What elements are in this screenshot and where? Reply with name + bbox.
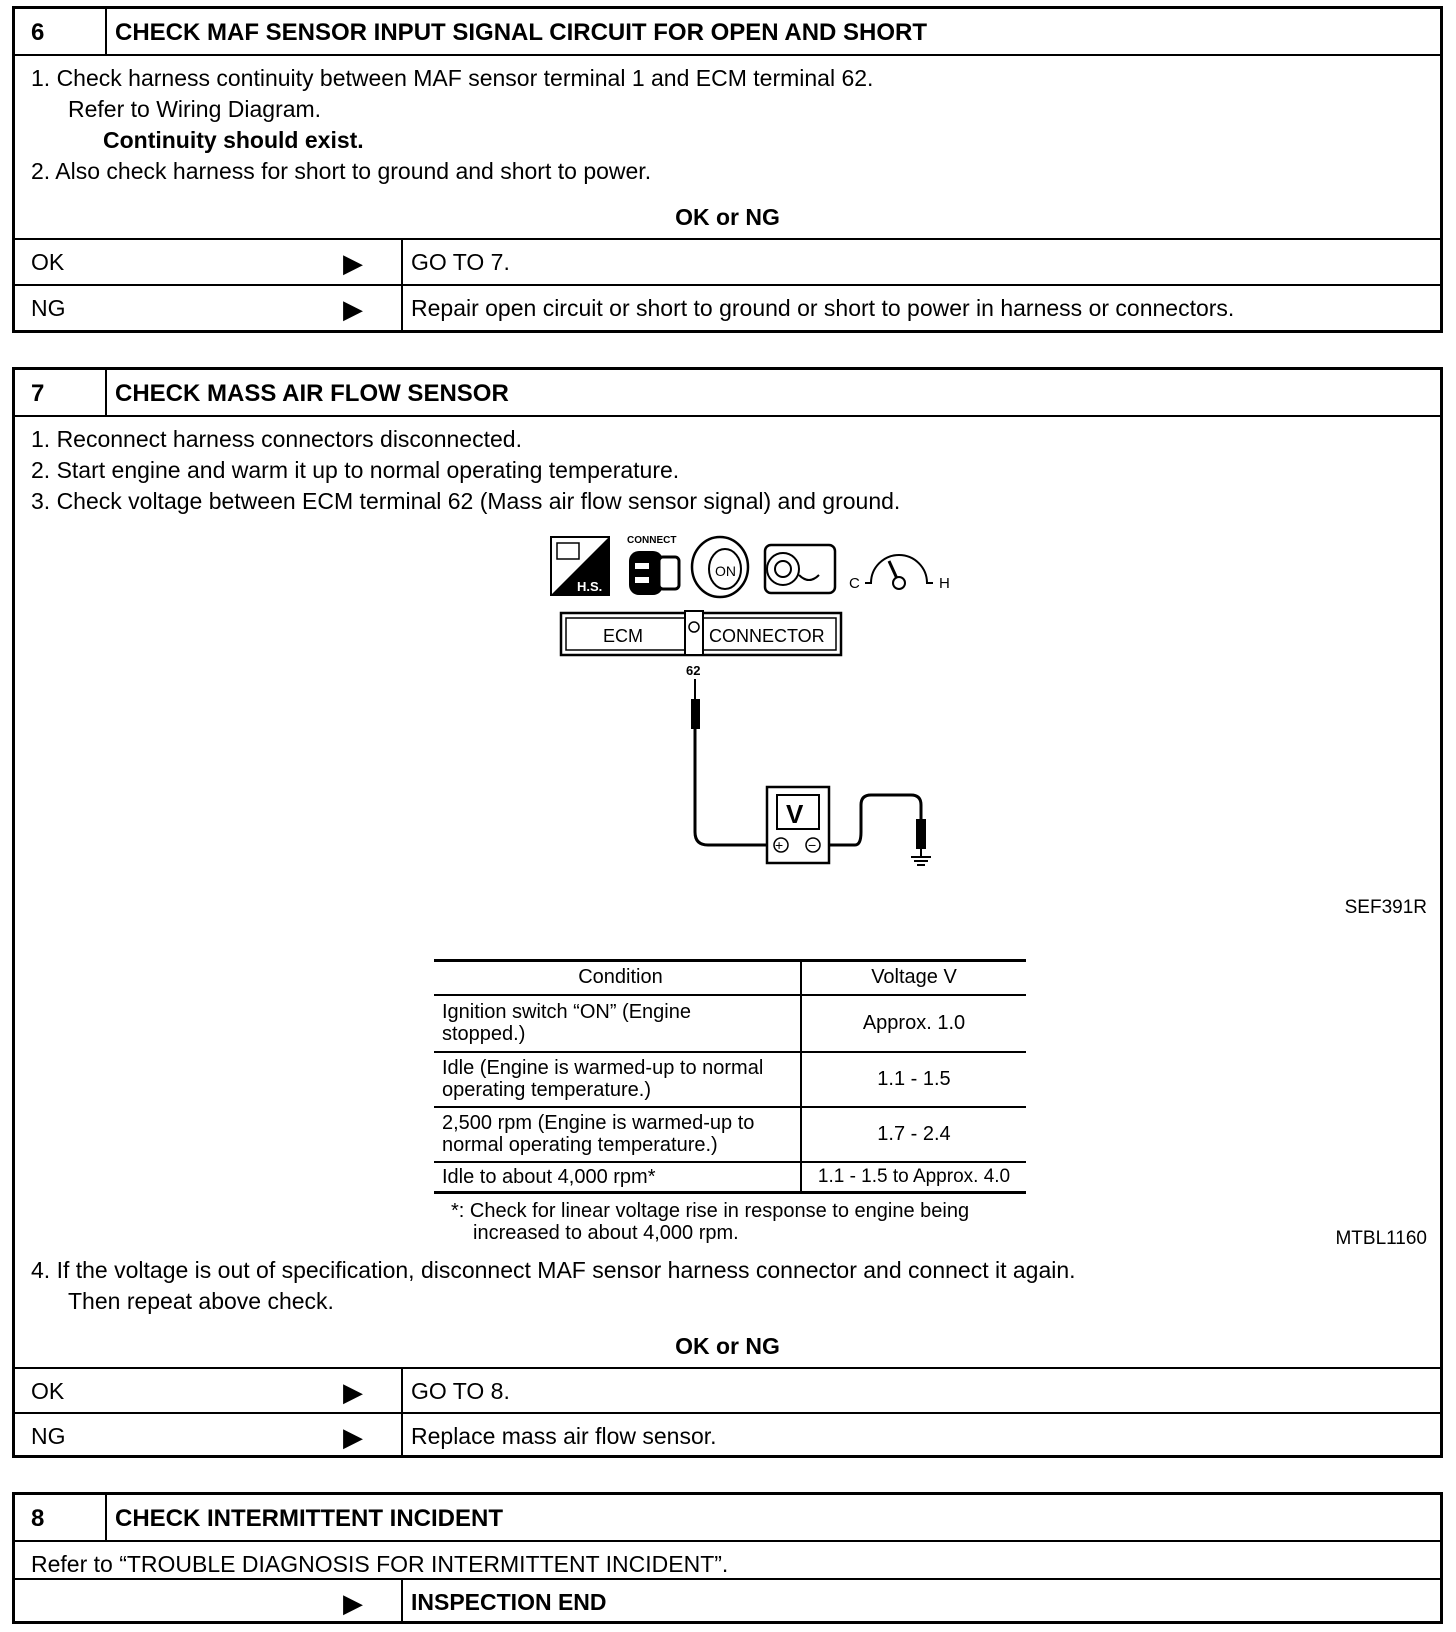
- result-key: OK: [31, 249, 65, 275]
- condition-text: Idle to about 4,000 rpm*: [442, 1165, 656, 1188]
- voltage-measurement-diagram: [515, 527, 1015, 867]
- step-number: 7: [15, 370, 107, 415]
- result-action: INSPECTION END: [411, 1589, 607, 1615]
- temp-hot-label: H: [939, 575, 950, 592]
- ignition-on-icon: [692, 537, 748, 597]
- step-6-header: [15, 9, 1440, 56]
- arrow-right-icon: ▶: [343, 1588, 363, 1618]
- result-action: Repair open circuit or short to ground or short to power in harness or connectors.: [411, 295, 1235, 321]
- connector-label: CONNECTOR: [709, 626, 825, 646]
- result-key: NG: [31, 1423, 66, 1449]
- column-header: Voltage V: [801, 961, 1026, 995]
- step-title: CHECK MAF SENSOR INPUT SIGNAL CIRCUIT FOR OPEN AND SHORT: [115, 19, 928, 46]
- result-action: GO TO 7.: [411, 249, 510, 275]
- connect-label: CONNECT: [627, 535, 677, 546]
- result-key: NG: [31, 295, 66, 321]
- voltage-value: Approx. 1.0: [801, 995, 1026, 1052]
- engine-running-icon: [765, 545, 835, 593]
- table-header-row: [434, 961, 1026, 995]
- step-8-header: [15, 1495, 1440, 1542]
- result-row-end: [15, 1578, 1440, 1621]
- minus-terminal: −: [808, 837, 817, 853]
- instruction-line: 1. Check harness continuity between MAF sensor terminal 1 and ECM terminal 62.: [31, 65, 874, 91]
- result-row-ng: [15, 1412, 1440, 1455]
- instruction-line: 3. Check voltage between ECM terminal 62 (Mass air flow sensor signal) and ground.: [31, 488, 901, 514]
- step-7-header: [15, 370, 1440, 417]
- arrow-right-icon: ▶: [343, 1377, 363, 1407]
- result-action: Replace mass air flow sensor.: [411, 1423, 717, 1449]
- step-number: 8: [15, 1495, 107, 1540]
- condition-text: 2,500 rpm (Engine is warmed-up to: [442, 1112, 755, 1134]
- instruction-line: Refer to “TROUBLE DIAGNOSIS FOR INTERMITTENT INCIDENT”.: [31, 1551, 729, 1577]
- result-row-ok: [15, 238, 1440, 284]
- table-row: [434, 1162, 1026, 1193]
- connector-plug-icon: [627, 535, 679, 595]
- arrow-right-icon: ▶: [343, 248, 363, 278]
- table-code: MTBL1160: [1335, 1228, 1427, 1249]
- ecm-connector: [561, 611, 841, 678]
- instruction-line: Refer to Wiring Diagram.: [68, 96, 322, 122]
- step-6-body: [15, 56, 1440, 330]
- step-title: CHECK INTERMITTENT INCIDENT: [115, 1505, 503, 1532]
- step-7-body: [15, 417, 1440, 1455]
- step-title: CHECK MASS AIR FLOW SENSOR: [115, 380, 509, 407]
- table-row: [434, 995, 1026, 1052]
- ok-or-ng-label: OK or NG: [675, 204, 780, 230]
- step-8-block: [12, 1492, 1443, 1624]
- voltage-value: 1.1 - 1.5 to Approx. 4.0: [801, 1162, 1026, 1193]
- voltage-spec-table: [434, 959, 1026, 1194]
- condition-text: Idle (Engine is warmed-up to normal: [442, 1057, 764, 1079]
- result-key: OK: [31, 1378, 65, 1404]
- condition-text: stopped.): [442, 1023, 526, 1045]
- condition-text: Ignition switch “ON” (Engine: [442, 1001, 691, 1023]
- instruction-line: 2. Also check harness for short to ground and short to power.: [31, 158, 652, 184]
- ok-or-ng-label: OK or NG: [675, 1333, 780, 1359]
- instruction-line: Then repeat above check.: [68, 1288, 334, 1314]
- voltage-value: 1.1 - 1.5: [801, 1052, 1026, 1107]
- on-label: ON: [715, 563, 736, 579]
- column-header: Condition: [434, 961, 801, 995]
- hs-icon: [551, 537, 609, 595]
- plus-terminal: +: [775, 837, 784, 853]
- terminal-number: 62: [686, 663, 701, 678]
- voltmeter: [767, 787, 829, 863]
- voltmeter-label: V: [786, 799, 804, 829]
- condition-text: operating temperature.): [442, 1079, 652, 1101]
- step-8-body: [15, 1542, 1440, 1621]
- ecm-label: ECM: [603, 626, 643, 646]
- table-row: [434, 1107, 1026, 1162]
- temperature-gauge-icon: [849, 555, 950, 592]
- instruction-line: 4. If the voltage is out of specification, disconnect MAF sensor harness connector and connect it again.: [31, 1257, 1076, 1283]
- step-6-block: [12, 6, 1443, 333]
- result-action: GO TO 8.: [411, 1378, 510, 1404]
- step-number: 6: [15, 9, 107, 54]
- figure-code: SEF391R: [1344, 897, 1427, 918]
- table-row: [434, 1052, 1026, 1107]
- arrow-right-icon: ▶: [343, 294, 363, 324]
- table-footnote: *: Check for linear voltage rise in response to engine being increased to about 4,000 rpm.: [451, 1200, 970, 1244]
- temp-cold-label: C: [849, 575, 860, 592]
- instruction-spec: Continuity should exist.: [103, 127, 364, 153]
- arrow-right-icon: ▶: [343, 1422, 363, 1452]
- instruction-line: 2. Start engine and warm it up to normal operating temperature.: [31, 457, 680, 483]
- result-row-ok: [15, 1367, 1440, 1412]
- condition-text: normal operating temperature.): [442, 1134, 718, 1156]
- hs-label: H.S.: [577, 579, 603, 594]
- voltage-value: 1.7 - 2.4: [801, 1107, 1026, 1162]
- instruction-line: 1. Reconnect harness connectors disconnected.: [31, 426, 522, 452]
- result-row-ng: [15, 284, 1440, 330]
- step-7-block: [12, 367, 1443, 1458]
